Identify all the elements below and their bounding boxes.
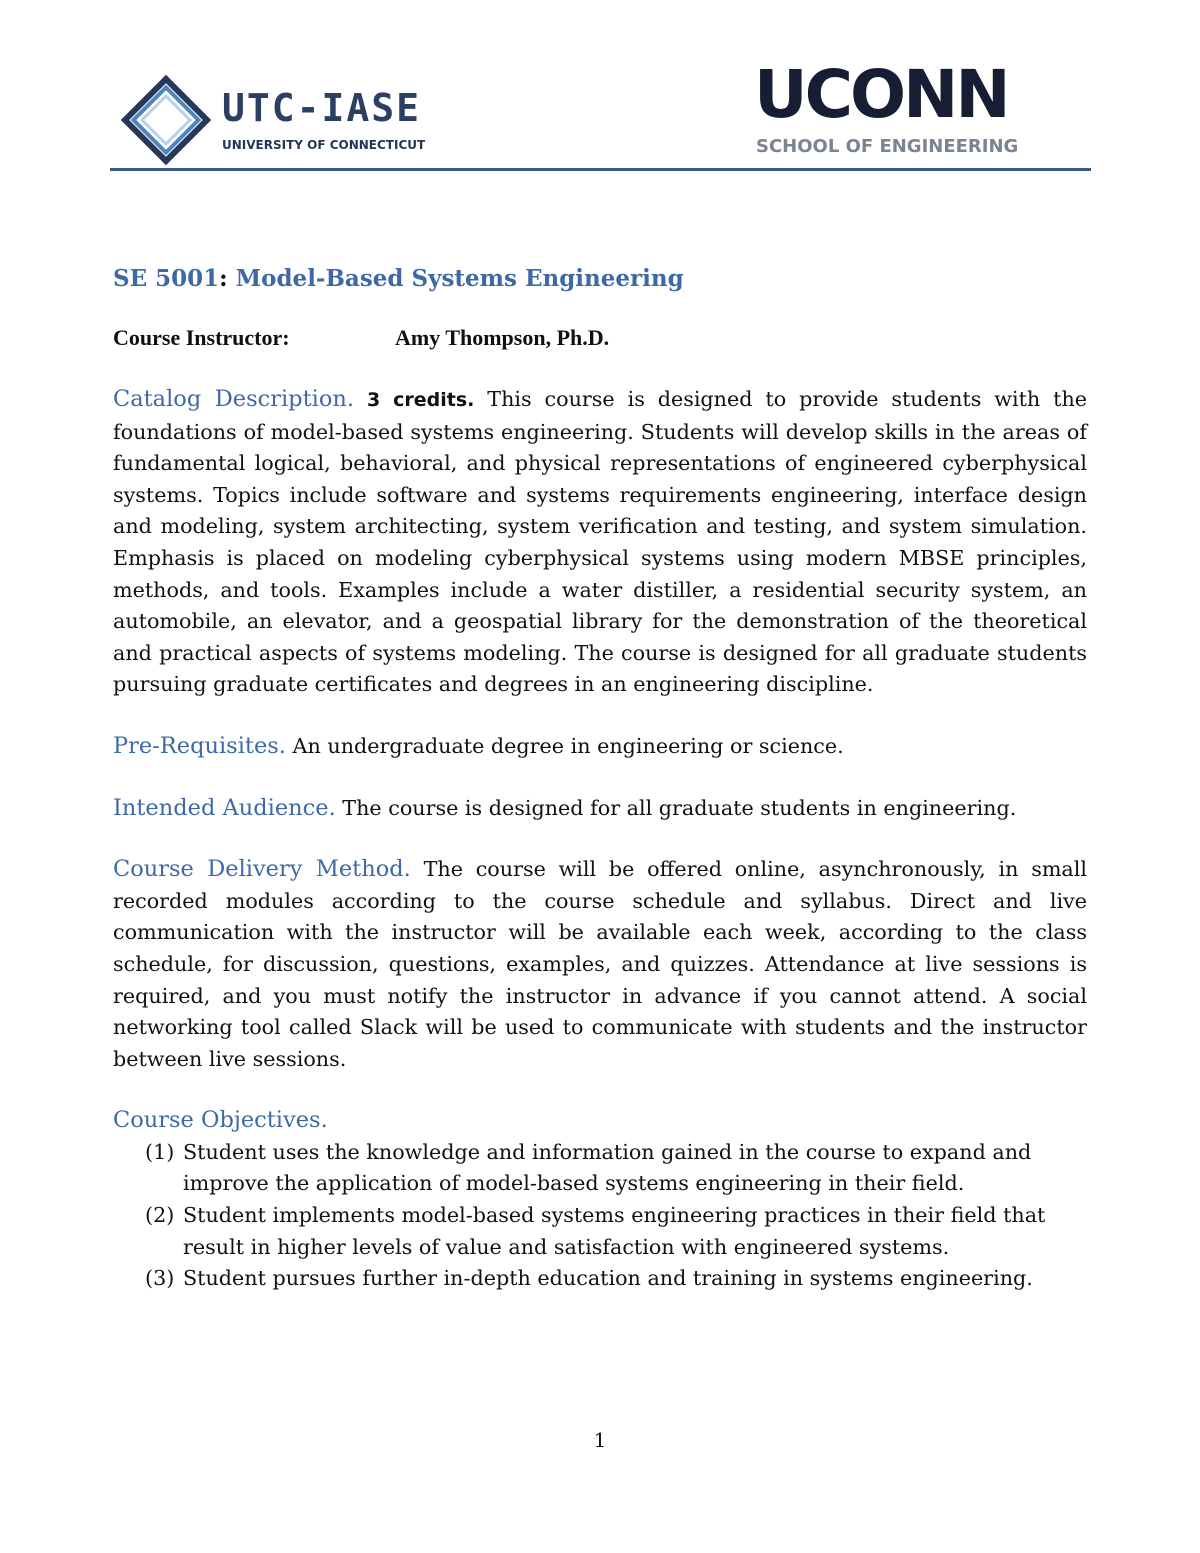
utc-diamond-icon — [118, 72, 214, 168]
delivery-heading: Course Delivery Method. — [113, 856, 411, 883]
page-header — [110, 56, 1090, 172]
prerequisites — [113, 731, 1087, 763]
catalog-credits: 3 credits. — [366, 389, 475, 411]
objectives-heading: Course Objectives. — [113, 1107, 328, 1134]
instructor-line — [113, 322, 1087, 354]
objective-text: Student pursues further in-depth education and training in systems engineering. — [183, 1266, 1033, 1291]
objective-text: Student implements model-based systems engineering practices in their field that result in higher levels of value and satisfaction with engineered systems. — [183, 1203, 1046, 1259]
objective-number: (1) — [145, 1139, 175, 1164]
audience-text: The course is designed for all graduate students in engineering. — [342, 795, 1017, 820]
document-body — [113, 262, 1087, 1295]
objective-item — [145, 1137, 1065, 1200]
instructor-label: Course Instructor: — [113, 325, 290, 350]
page-number: 1 — [593, 1428, 607, 1452]
title-colon: : — [219, 265, 236, 292]
course-name: Model-Based Systems Engineering — [235, 265, 684, 292]
course-code: SE 5001 — [113, 265, 220, 292]
prerequisites-heading: Pre-Requisites. — [113, 732, 286, 759]
instructor-name: Amy Thompson, Ph.D. — [395, 325, 610, 350]
course-title — [113, 262, 1087, 296]
utc-logo-subtitle: UNIVERSITY OF CONNECTICUT — [222, 138, 426, 152]
header-divider — [110, 168, 1091, 171]
catalog-heading: Catalog Description. — [113, 386, 355, 412]
objectives-list — [145, 1137, 1065, 1295]
objective-number: (2) — [145, 1203, 175, 1228]
utc-iase-logo — [118, 72, 448, 162]
uconn-logo — [754, 56, 1034, 162]
intended-audience — [113, 793, 1087, 825]
catalog-text: This course is designed to provide students with the foundations of model-based systems engineering. Students will develop skills in the areas of fundamental logical, behavioral, and physical representations of engineered cyberphysical systems. Topics include software and systems requirements engineering, interface design and modeling, system architecting, system verification and testing, and system simulation. Emphasis is placed on modeling cyberphysical systems using modern MBSE principles, methods, and tools. Examples include a water distiller, a residential security system, an automobile, an elevator, and a geospatial library for the demonstration of the theoretical and practical aspects of systems modeling. The course is designed for all graduate students pursuing graduate certificates and degrees in an engineering discipline. — [113, 387, 1088, 697]
prerequisites-text: An undergraduate degree in engineering or science. — [292, 733, 844, 758]
objective-item — [145, 1263, 1065, 1295]
course-delivery-method — [113, 854, 1087, 1075]
catalog-description — [113, 384, 1087, 701]
uconn-logo-subtitle: SCHOOL OF ENGINEERING — [756, 136, 1019, 157]
objective-text: Student uses the knowledge and information gained in the course to expand and improve the application of model-based systems engineering in their field. — [183, 1139, 1032, 1196]
utc-logo-title: UTC-IASE — [222, 86, 422, 130]
delivery-text: The course will be offered online, asynchronously, in small recorded modules according to the course schedule and syllabus. Direct and live communication with the instructor will be available each week, according to the class schedule, for discussion, questions, examples, and quizzes. Attendance at live sessions is required, and you must notify the instructor in advance if you cannot attend. A social networking tool called Slack will be used to communicate with students and the instructor between live sessions. — [113, 857, 1088, 1071]
uconn-logo-title: UCONN — [754, 56, 1008, 133]
objective-number: (3) — [145, 1266, 175, 1291]
audience-heading: Intended Audience. — [113, 794, 336, 821]
objective-item — [145, 1200, 1065, 1263]
